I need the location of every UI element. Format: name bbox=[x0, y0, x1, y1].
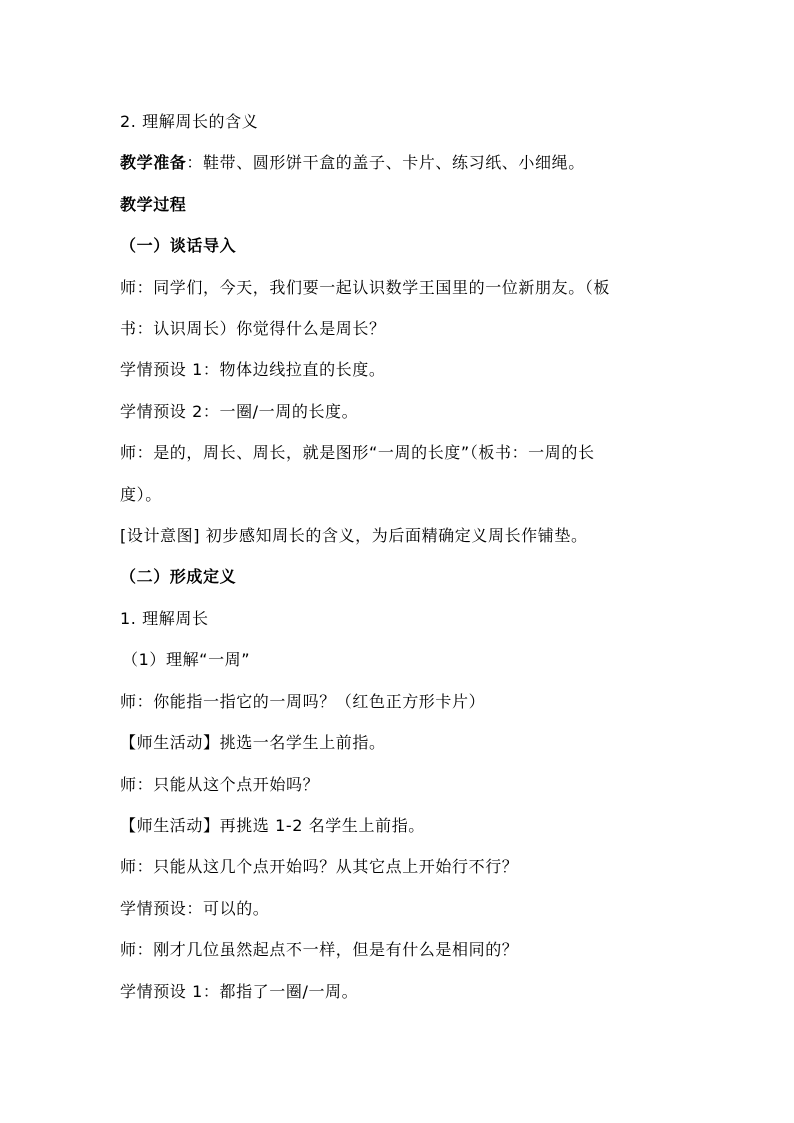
paragraph-design-intent: [设计意图] 初步感知周长的含义，为后面精确定义周长作铺垫。 bbox=[120, 526, 588, 546]
paragraph-student-preset-2: 学情预设 2：一圈/一周的长度。 bbox=[120, 401, 359, 421]
paragraph-teacher-reply-2: 度）。 bbox=[120, 484, 162, 504]
paragraph-teacher-reply-1: 师：是的，周长、周长，就是图形“一周的长度”（板书：一周的长 bbox=[120, 443, 595, 463]
paragraph-teacher-start-point: 师：只能从这个点开始吗？ bbox=[120, 774, 320, 794]
section-heading-definition: （二）形成定义 bbox=[120, 567, 237, 587]
document-body bbox=[120, 101, 680, 1012]
paragraph-teacher-intro-1: 师：同学们，今天，我们要一起认识数学王国里的一位新朋友。（板 bbox=[120, 277, 611, 297]
paragraph-teacher-point: 师：你能指一指它的一周吗？（红色正方形卡片） bbox=[120, 691, 486, 711]
paragraph-teacher-other-points: 师：只能从这几个点开始吗？从其它点上开始行不行？ bbox=[120, 857, 519, 877]
section-heading-teaching-process: 教学过程 bbox=[120, 194, 187, 214]
teaching-preparation-label: 教学准备 bbox=[120, 153, 187, 173]
section-heading-intro: （一）谈话导入 bbox=[120, 236, 237, 256]
paragraph-teacher-intro-2: 书：认识周长）你觉得什么是周长？ bbox=[120, 319, 386, 339]
subsection-item-2: 2. 理解周长的含义 bbox=[120, 112, 259, 131]
paragraph-activity-2: 【师生活动】再挑选 1-2 名学生上前指。 bbox=[120, 815, 425, 835]
subsection-understand-one-round: （1）理解“一周” bbox=[122, 650, 251, 670]
teaching-preparation bbox=[120, 142, 680, 183]
teaching-preparation-text: ：鞋带、圆形饼干盒的盖子、卡片、练习纸、小细绳。 bbox=[186, 153, 585, 173]
paragraph-teacher-same: 师：刚才几位虽然起点不一样，但是有什么是相同的？ bbox=[120, 940, 519, 960]
paragraph-student-preset-round: 学情预设 1：都指了一圈/一周。 bbox=[120, 981, 359, 1001]
paragraph-student-preset-1: 学情预设 1：物体边线拉直的长度。 bbox=[120, 360, 386, 380]
paragraph-activity-1: 【师生活动】挑选一名学生上前指。 bbox=[120, 733, 386, 753]
subsection-understand-perimeter: 1. 理解周长 bbox=[120, 608, 209, 628]
paragraph-student-preset-ok: 学情预设：可以的。 bbox=[120, 898, 270, 918]
